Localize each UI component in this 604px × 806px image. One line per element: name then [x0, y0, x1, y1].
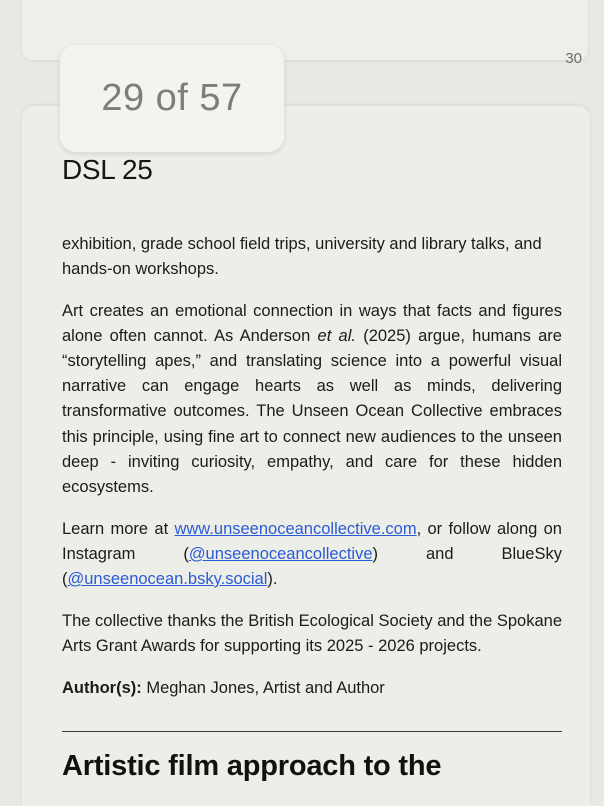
website-link[interactable]: www.unseenoceancollective.com: [174, 519, 417, 538]
page-indicator[interactable]: [60, 45, 284, 152]
paragraph-acknowledgements: The collective thanks the British Ecological Society and the Spokane Arts Grant Awards for supporting its 2025 - 2026 projects.: [62, 612, 562, 656]
author-value: Meghan Jones, Artist and Author: [141, 679, 385, 698]
instagram-handle-link[interactable]: @unseenoceancollective: [188, 544, 373, 563]
paragraph-tail-text: (2025) argue, humans are “storytelling apes,” and translating science into a powerful visual narrative can engage hearts as well as minds, delivering transformative outcomes. The Unseen Ocean Collective embraces this principle, using fine art to connect new audiences to the unseen deep - inviting curiosity, empathy, and care for these hidden ecosystems.: [62, 327, 562, 496]
paragraph-lead-text: Art creates an emotional connection in ways that facts and figures alone often cannot. As Anderson: [62, 302, 562, 346]
learn-more-text: Learn more at: [62, 519, 175, 538]
follow-text: , or follow along on Instagram (: [62, 519, 562, 563]
paragraph-links: [62, 517, 562, 592]
bluesky-handle-link[interactable]: @unseenocean.bsky.social: [67, 569, 268, 588]
bluesky-text: ) and BlueSky (: [62, 544, 562, 588]
section-divider: [62, 731, 562, 732]
paragraph-continuation: exhibition, grade school field trips, university and library talks, and hands-on workshops.: [62, 235, 542, 279]
page-content: [62, 154, 562, 783]
next-section-heading: Artistic film approach to the: [62, 750, 442, 783]
author-label: Author(s):: [62, 679, 142, 698]
latin-abbreviation-et-al: et al.: [317, 327, 356, 346]
closing-punctuation: ).: [267, 569, 278, 588]
author-line: [62, 676, 562, 701]
page-indicator-label: 29 of 57: [101, 77, 243, 119]
page-title: DSL 25: [62, 154, 153, 185]
paragraph-art-connection: [62, 299, 562, 500]
document-page: [22, 106, 590, 806]
page-number-label: 30: [565, 50, 582, 67]
